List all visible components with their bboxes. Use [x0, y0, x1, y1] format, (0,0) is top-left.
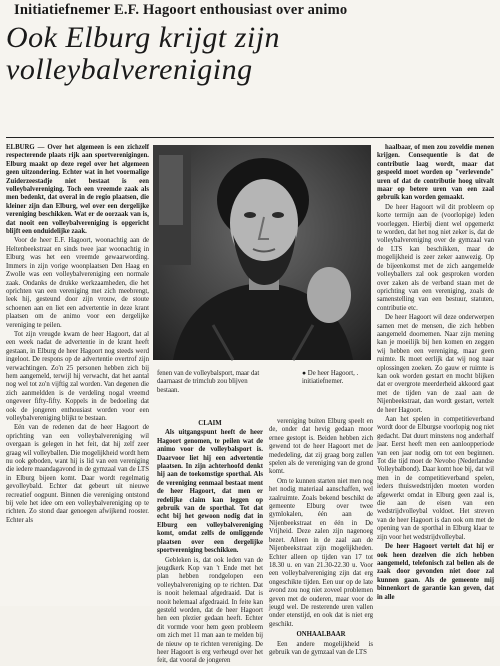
- paragraph: Eén van de redenen dat de heer Hagoort de oprichting van een volleybalvereniging wil overgaan is gelegen in het feit, dat hij zelf zeer graag wil volleyballen. Die mogelijkheid wordt hem nu ook geboden, want hij is lid van een vereniging die iedere maandagavond in de gymzaal van de LTS in Elburg bijeen komt. Daar wordt regelmatig gevolleybald. Echter dat gebeurt uit nieuwe recreatief oogpunt. Binnen die vereniging ontstond bij vele het idee om een volleybalvereniging op te richten. Zo stond daar genoegen afwijkend rooster. Echter als: [6, 424, 149, 524]
- divider: [6, 137, 494, 138]
- paragraph: Een andere mogelijkheid is gebruik van de gymzaal van de LTS: [269, 640, 373, 656]
- paragraph: ELBURG — Over het algemeen is een zichzelf respecterende plaats rijk aan sportverenigingen. Elburg maakt op deze regel over het algemeen geen uitzondering. Echter wat in het voormalige Zuiderzeestadje niet bestaat is een volleybalvereniging. Toch een vreemde zaak als men bedenkt, dat overal in de regio plaatsen, die kleiner zijn dan Elburg, wel over een dergelijke vereniging beschikken. Wat er de oorzaak van is, dat nooit een volleybalvereniging is opgericht blijft een onduidelijke zaak.: [6, 144, 149, 236]
- portrait-photo: [153, 145, 371, 360]
- photo-caption-left: fenen van de volleybalsport, maar dat daarnaast de trimclub zou blijven bestaan.: [157, 370, 260, 394]
- paragraph: haalbaar, of men zou zoveldie menen krijgen. Consequentie is dat de contributie laag wordt, maar dat gespeeld moet worden op "verlevende" uren of dat de contributie hoog uitvalt maar op betere uren van een zaal gebruik kan worden gemaakt.: [377, 144, 494, 202]
- paragraph: De heer Hagoort wil deze onderwerpen samen met de mensen, die zich hebben aangemeld doornemen. Naar zijn mening kan je moeilijk bij hen komen en zeggen wij hebben een vereniging, maar geen ruimte. Ik moet eerlijk dat wij nog naar oplossingen zoeken. Zo gauw er ruimte is kan ook worden gestart en mocht blijken dat er overgrote meerderheid akkoord gaat met de tijden van de zaal aan de Nijenbeekstraat, dan wordt gestart, vertelt de heer Hagoort.: [377, 314, 494, 414]
- subheading: ONHAALBAAR: [296, 631, 346, 639]
- paragraph: Als uitgangspunt heeft de heer Hagoort genomen, te peilen wat de animo voor de volleybalsport is. Daarvoor liet hij een advertentie plaatsen. In zijn achterhoofd denkt hij aan de toekomstige sporthal. Als de vereniging eenmaal bestaat ment de heer Hagoort, dat men er redelijke claim kan leggen op gebruik van de sporthal. Tot dat echt bij het gewoon nodig dat in Elburg een volleybalvereniging komt, omdat zelfs de omliggende plaatsen over een dergelijke sportvereniging beschikken.: [157, 429, 263, 555]
- paragraph: Tot zijn vreugde kwam de heer Hagoort, dat al een week nadat de advertentie in de krant heeft gestaan, in Elburg de heer Hagoort nog steeds werd ingeloot. De respons op de advertentie overtrof zijn verwachtingen. Zo'n 25 personen hebben zich bij hem aangemeld, terwijl hij verwacht, dat het aantal nog wel tot zo'n vijftig zal worden. Van degenen die zich aanmeldden is de verdeling nogal vreemd ongeveer fifty-fifty. Koppels in de bedoeling dat ook de jongeren enthousiast worden voor een volleybalvereniging blijkt te bestaan.: [6, 330, 149, 422]
- column-3: [269, 418, 373, 656]
- kicker: Initiatiefnemer E.F. Hagoort enthousiast over animo: [14, 2, 348, 18]
- portrait-photo-image: [153, 145, 371, 360]
- column-1: [6, 144, 149, 604]
- paragraph: Aan het spelen in competitieverband wordt door de Elburgse voorlopig nog niet gedacht. Dat duurt minstens nog anderhalf jaar. Eerst heeft men een aanloopperiode van een jaar nodig om tot een beginnen. Tot die tijd moet de Nevobo (Nederlandse Volleybalbond). Daar komt hoe bij, dat wil men in de competitieverband spelen, ieders thuiswedstrijden moeten worden afgewerkt omdat in Elburg geen zaal is, die aan de eisen van een wedstrijdvolleybal voldoet. Het streven van de heer Hagoort is dan ook om met de opening van de sporthal in Elburg klaar te zijn voor het wedstrijdvolleybal.: [377, 416, 494, 541]
- column-4: [377, 144, 494, 604]
- paragraph: Gebleken is, dat ook leden van de jeugdkerk Kop van 't Ende met het plan hebben rondgelopen een volleybalvereniging op te richten. Dat is nooit helemaal afgedraaid. Dat is nooit helemaal afgedraaid. In feite kan gesteld worden, dat de heer Hagoort hen een plezier gedaan heeft. Echter dit vormde voor hem geen probleem om zich met 11 man aan te melden bij de nieuw op te richten vereniging. De heer Hagoort is erg verheugd over het feit, dat vooral de jongeren: [157, 556, 263, 665]
- paragraph: vereniging buiten Elburg speelt en de, onder dat hevig gedaan moor ernee gestopt is. Beiden hebben zich gewend tot de heer Hagoort met de mededeling, dat zij graag borg zullen spelen als de vereniging van de grond komt.: [269, 418, 373, 476]
- paragraph: Voor de heer E.F. Hagoort, woonachtig aan de Heltenbeekstraat en sinds twee jaar woonachtig in Elburg was het een vreemde gewaarwording. Immers in zijn vorige woonplaatsen Den Haag en Zwolle was een volleybalvereniging een normale zaak. Ondanks de drukke werkzaamheden, die het oprichten van een vereniging met zich meebrengt, leek hij, gesteund door zijn vrouw, de stoute schoenen aan en liet een advertentie in deze krant plaatsen om de animo voor een dergelijke vereniging te peilen.: [6, 237, 149, 329]
- headline-line-1: Ook Elburg krijgt zijn: [6, 21, 281, 54]
- headline-line-2: volleybalvereniging: [6, 53, 253, 86]
- photo-caption: ● De heer Hagoort, . initiatiefnemer.: [302, 370, 359, 386]
- headline: [6, 22, 496, 86]
- paragraph: De heer Hagoort vertelt dat hij er ook heen dezelven die zich hebben aangemeld, telefonisch zal bellen als de zaak door gevonden niet door zal kunnen gaan. Als de gemeente mij binnenkort de garantie kan geven, dat in alle: [377, 543, 494, 601]
- paragraph: Om te kunnen starten niet men nog het nodig materiaal aanschaffen, wel zaalruimte. Zoals bekend beschikt de gemeente Elburg over twee gymlokalen, één aan de Nijenbeekstraat en één in De Vrijheid. Deze zalen zijn nagenoeg bezet. Alleen in de zaal aan de Nijenbeekstraat zijn mogelijkheden. Echter alleen op tijden van 17 tot 18.30 u. en van 21.30-22.30 u. Voor een volleybalvereniging zijn dat erg ongeschikte tijden. Een uur op de late avond zou nog niet zoveel problemen geven met de ouderen, maar voor de jeugd wel. De resterende uren vallen onder etenstijd, en ook dat is niet erg geschikt.: [269, 477, 373, 628]
- column-2: [157, 418, 263, 665]
- paragraph: De heer Hagoort wil dit probleem op korte termijn aan de (voorlopige) leden voorleggen. Hierbij dient wel opgemerkt te worden, dat het nog niet zeker is, dat de volleybalvereniging over de gymzaal van de LTS kan beschikken, maar de mogelijkheid is zeer zeker aanwezig. Op de bijeenkomst met de zich aangemelde volleyballers zal ook gesproken worden over zaken als de verband staan met de oprichting van een vereniging, zoals de samenstelling van een bestuur, statuten, contributie etc.: [377, 203, 494, 312]
- subheading: CLAIM: [198, 420, 222, 427]
